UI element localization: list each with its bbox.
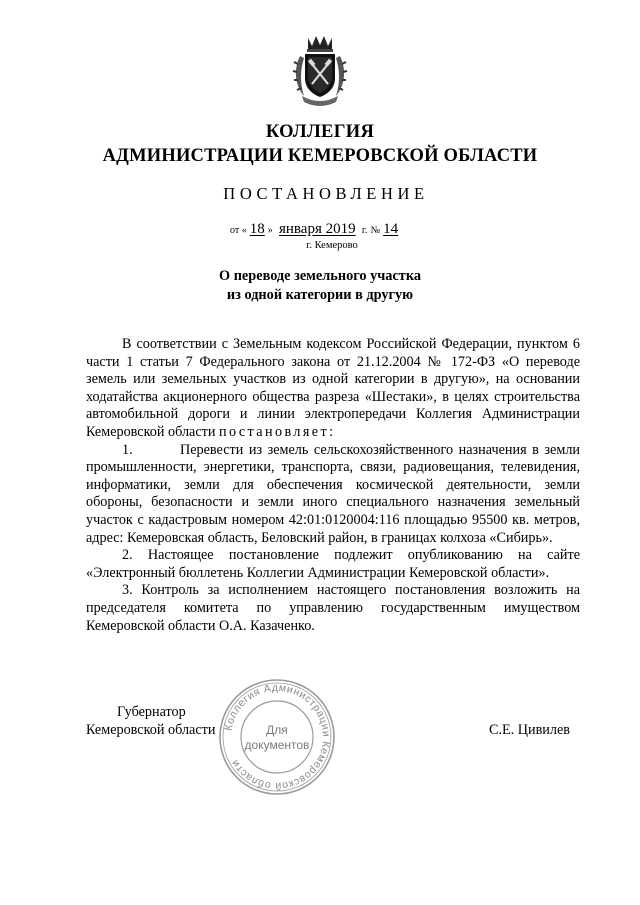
- doc-title-line1: О переводе земельного участка: [219, 268, 421, 284]
- item-1-text: Перевести из земель сельскохозяйственного назначения в земли промышленности, энергетики, транспорта, связи, радиовещания, телевидения, информатики, земли для обеспечения космической деятельности, земли обороны, безопасности и земли иного специального назначения земельный участок с кадастровым номером 42:01:0120004:116 площадью 95500 кв. метров, адрес: Кемеровская область, Беловский район, в границах колхоза «Сибирь».: [86, 441, 580, 546]
- item-1: [86, 442, 580, 548]
- date-prefix: от «: [230, 225, 247, 236]
- doc-number: 14: [383, 221, 399, 237]
- date-year-suffix: г.: [361, 225, 368, 236]
- org-name-line2: АДМИНИСТРАЦИИ КЕМЕРОВСКОЙ ОБЛАСТИ: [102, 146, 538, 166]
- city: г. Кемерово: [306, 240, 358, 251]
- item-2: 2. Настоящее постановление подлежит опубликованию на сайте «Электронный бюллетень Коллегии Администрации Кемеровской области».: [86, 547, 580, 581]
- doc-type: ПОСТАНОВЛЕНИЕ: [223, 184, 429, 203]
- signer-title-line2: Кемеровской области: [86, 722, 216, 738]
- stamp-center-line2: документов: [244, 738, 310, 752]
- item-3: 3. Контроль за исполнением настоящего постановления возложить на председателя комитета по управлению государственным имуществом Кемеровской области О.А. Казаченко.: [86, 582, 580, 634]
- stamp-center-line1: Для: [266, 723, 288, 737]
- signer-title-line1: Губернатор: [117, 704, 186, 720]
- number-sign: №: [370, 225, 381, 236]
- date-line: [230, 221, 401, 238]
- intro-paragraph: [86, 336, 580, 442]
- signer-name: С.Е. Цивилев: [489, 722, 570, 738]
- item-1-number: 1.: [122, 441, 133, 458]
- doc-title-line2: из одной категории в другую: [226, 287, 414, 303]
- decree-word: постановляет:: [218, 423, 336, 440]
- official-stamp: [218, 678, 336, 796]
- stamp-ring-text: Коллегия Администрации Кемеровской области: [222, 681, 333, 793]
- date-month-year: января 2019: [279, 221, 356, 237]
- date-day: 18: [249, 221, 265, 237]
- document-body: [86, 336, 580, 635]
- intro-text: В соответствии с Земельным кодексом Российской Федерации, пунктом 6 части 1 статьи 7 Федерального закона от 21.12.2004 № 172-ФЗ «О переводе земель или земельных участков из одной категории в другую», на основании ходатайства акционерного общества разреза «Шестаки», в целях строительства автомобильной дороги и линии электропередачи Коллегия Администрации Кемеровской области: [86, 336, 580, 440]
- coat-of-arms-icon: [292, 34, 348, 106]
- date-quote-close: »: [267, 225, 273, 236]
- org-name-line1: КОЛЛЕГИЯ: [265, 122, 375, 142]
